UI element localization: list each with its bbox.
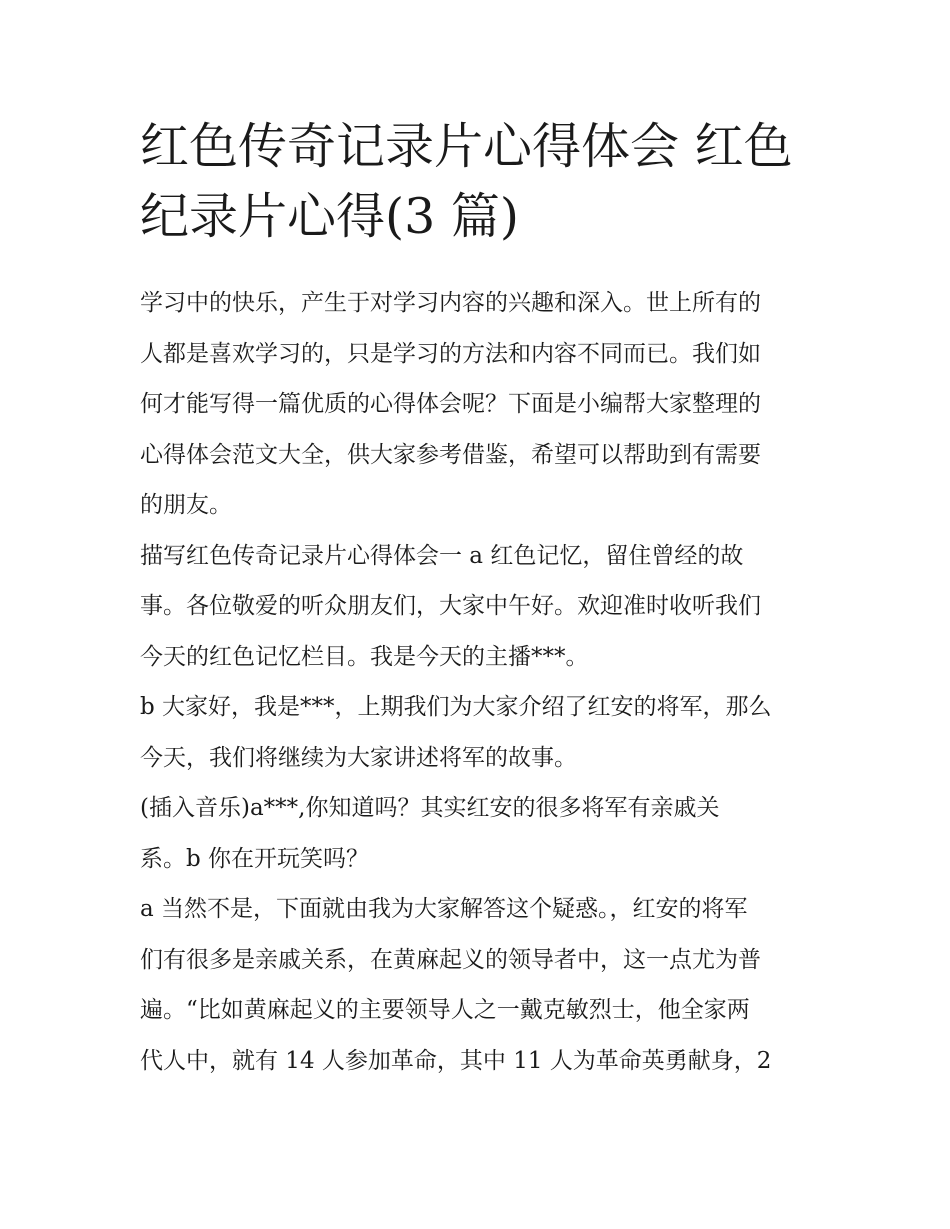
paragraph-answer — [140, 884, 820, 1086]
text-line: (插入音乐)a***,你知道吗？其实红安的很多将军有亲戚关 — [140, 795, 720, 821]
paragraph-essay-one — [140, 531, 820, 683]
document-title — [140, 112, 820, 252]
text-line: 代人中，就有 14 人参加革命，其中 11 人为革命英勇献身，2 — [140, 1047, 772, 1074]
paragraph-music — [140, 783, 820, 884]
text-line: 人都是喜欢学习的，只是学习的方法和内容不同而已。我们如 — [140, 340, 761, 367]
title-line-2: 纪录片心得(3 篇) — [140, 188, 519, 245]
title-line-1: 红色传奇记录片心得体会 红色 — [140, 118, 793, 175]
text-line: 的朋友。 — [140, 492, 232, 518]
text-line: 描写红色传奇记录片心得体会一 a 红色记忆，留住曾经的故 — [140, 542, 744, 569]
paragraph-intro — [140, 278, 820, 531]
text-line: 系。b 你在开玩笑吗？ — [140, 845, 370, 872]
text-line: 今天，我们将继续为大家讲述将军的故事。 — [140, 744, 577, 771]
text-line: 遍。“比如黄麻起义的主要领导人之一戴克敏烈士，他全家两 — [140, 997, 750, 1023]
text-line: a 当然不是，下面就由我为大家解答这个疑惑。，红安的将军 — [140, 896, 748, 922]
text-line: 们有很多是亲戚关系，在黄麻起义的领导者中，这一点尤为普 — [140, 946, 761, 973]
document-body — [140, 278, 820, 1086]
text-line: 学习中的快乐，产生于对学习内容的兴趣和深入。世上所有的 — [140, 290, 761, 316]
text-line: 今天的红色记忆栏目。我是今天的主播***。 — [140, 643, 589, 670]
text-line: 事。各位敬爱的听众朋友们，大家中午好。欢迎准时收听我们 — [140, 593, 761, 619]
paragraph-host-b — [140, 682, 820, 783]
text-line: 心得体会范文大全，供大家参考借鉴，希望可以帮助到有需要 — [140, 441, 761, 468]
text-line: b 大家好，我是***，上期我们为大家介绍了红安的将军，那么 — [140, 694, 772, 720]
text-line: 何才能写得一篇优质的心得体会呢？下面是小编帮大家整理的 — [140, 391, 761, 417]
